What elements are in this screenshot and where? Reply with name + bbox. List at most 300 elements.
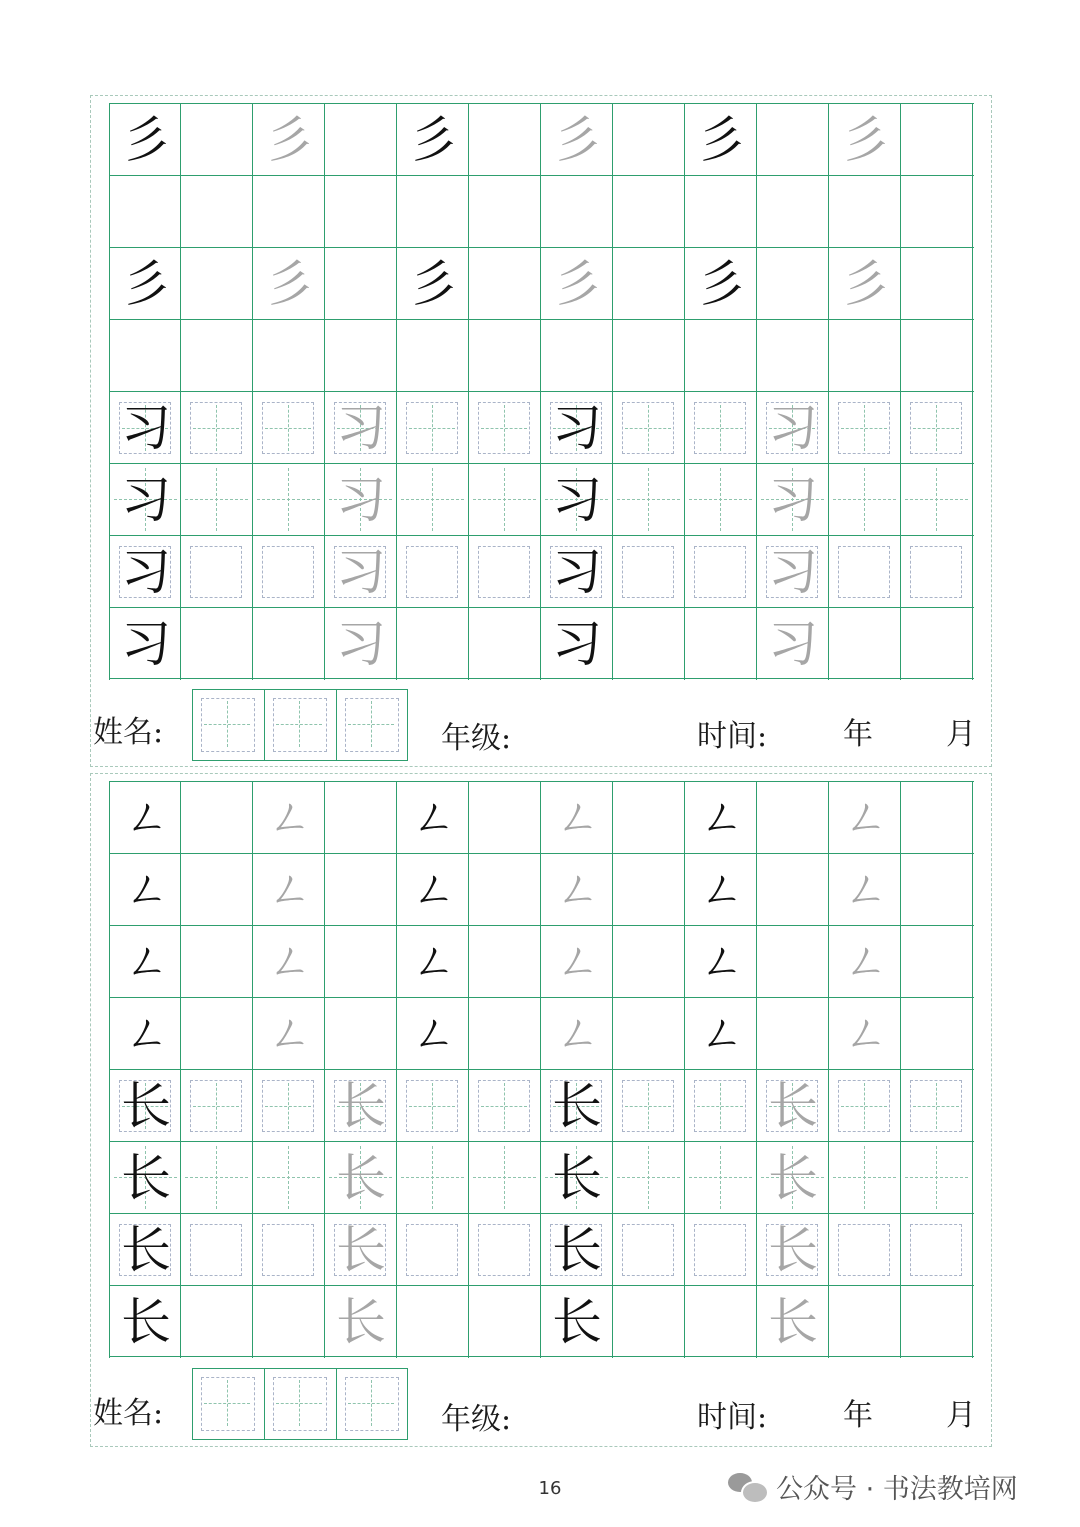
guide-line-horizontal bbox=[697, 1106, 743, 1107]
practice-cell[interactable] bbox=[253, 608, 325, 680]
practice-cell[interactable] bbox=[757, 464, 829, 536]
practice-cell[interactable] bbox=[253, 392, 325, 464]
practice-row bbox=[109, 607, 974, 679]
practice-cell[interactable] bbox=[325, 608, 397, 680]
practice-cell[interactable] bbox=[253, 104, 325, 176]
trace-character: 长 bbox=[768, 1149, 818, 1207]
guide-line-horizontal bbox=[473, 1177, 536, 1178]
name-cell[interactable] bbox=[337, 1369, 409, 1439]
practice-cell[interactable] bbox=[181, 926, 253, 998]
practice-cell[interactable] bbox=[397, 854, 469, 926]
practice-cell[interactable] bbox=[829, 536, 901, 608]
practice-cell[interactable] bbox=[181, 176, 253, 248]
inner-guide-box bbox=[694, 402, 746, 454]
practice-cell[interactable] bbox=[685, 782, 757, 915]
name-box[interactable] bbox=[192, 1368, 408, 1440]
practice-row bbox=[109, 997, 974, 1069]
model-character: 长 bbox=[121, 1149, 171, 1207]
practice-cell[interactable] bbox=[325, 998, 397, 1070]
practice-cell[interactable] bbox=[469, 536, 541, 608]
model-character: 彡 bbox=[121, 111, 171, 169]
practice-row bbox=[109, 247, 974, 319]
inner-guide-box bbox=[201, 698, 255, 752]
practice-cell[interactable] bbox=[757, 320, 829, 392]
trace-character: 习 bbox=[768, 399, 818, 457]
practice-cell[interactable] bbox=[325, 1286, 397, 1358]
guide-line-horizontal bbox=[257, 499, 320, 500]
practice-cell[interactable] bbox=[829, 392, 901, 464]
wechat-icon bbox=[728, 1471, 766, 1501]
practice-cell[interactable] bbox=[397, 536, 469, 608]
practice-cell[interactable] bbox=[613, 1214, 685, 1286]
practice-cell[interactable] bbox=[109, 536, 181, 608]
practice-cell[interactable] bbox=[469, 926, 541, 998]
guide-line-horizontal bbox=[348, 1403, 394, 1404]
practice-cell[interactable] bbox=[541, 926, 613, 1059]
inner-guide-box bbox=[910, 1224, 962, 1276]
practice-cell[interactable] bbox=[757, 1214, 829, 1286]
trace-character: 长 bbox=[768, 1293, 818, 1351]
inner-guide-box bbox=[406, 1224, 458, 1276]
guide-line-horizontal bbox=[617, 1177, 680, 1178]
practice-cell[interactable] bbox=[397, 104, 469, 176]
practice-cell[interactable] bbox=[901, 248, 973, 320]
practice-cell[interactable] bbox=[253, 926, 325, 1059]
model-character: ㄥㄥ bbox=[412, 792, 454, 915]
practice-cell[interactable] bbox=[829, 926, 901, 1059]
practice-cell[interactable] bbox=[253, 1070, 325, 1142]
practice-cell[interactable] bbox=[253, 536, 325, 608]
practice-cell[interactable] bbox=[541, 104, 613, 176]
practice-cell[interactable] bbox=[829, 854, 901, 926]
model-character: 习 bbox=[121, 543, 171, 601]
practice-cell[interactable] bbox=[829, 320, 901, 392]
practice-cell[interactable] bbox=[757, 248, 829, 320]
practice-cell[interactable] bbox=[181, 1286, 253, 1358]
practice-cell[interactable] bbox=[685, 926, 757, 1059]
inner-guide-box bbox=[406, 546, 458, 598]
name-cell[interactable] bbox=[265, 1369, 337, 1439]
guide-line-horizontal bbox=[905, 499, 968, 500]
practice-cell[interactable] bbox=[253, 176, 325, 248]
practice-row bbox=[109, 1141, 974, 1213]
inner-guide-box bbox=[478, 402, 530, 454]
practice-cell[interactable] bbox=[541, 176, 613, 248]
practice-cell[interactable] bbox=[685, 1070, 757, 1142]
practice-row bbox=[109, 103, 974, 175]
practice-row bbox=[109, 391, 974, 463]
practice-cell[interactable] bbox=[613, 104, 685, 176]
practice-cell[interactable] bbox=[901, 1286, 973, 1358]
guide-line-horizontal bbox=[625, 1106, 671, 1107]
practice-cell[interactable] bbox=[109, 464, 181, 536]
practice-cell[interactable] bbox=[757, 392, 829, 464]
sheet-footer bbox=[91, 689, 993, 761]
practice-cell[interactable] bbox=[325, 536, 397, 608]
practice-cell[interactable] bbox=[397, 248, 469, 320]
practice-row bbox=[109, 925, 974, 1059]
practice-cell[interactable] bbox=[469, 1070, 541, 1142]
trace-character: ㄥㄥ bbox=[268, 936, 310, 1059]
practice-cell[interactable] bbox=[181, 392, 253, 464]
model-character: 习 bbox=[552, 543, 602, 601]
practice-cell[interactable] bbox=[685, 464, 757, 536]
guide-line-horizontal bbox=[204, 1403, 250, 1404]
practice-cell[interactable] bbox=[181, 248, 253, 320]
practice-cell[interactable] bbox=[613, 854, 685, 926]
practice-cell[interactable] bbox=[325, 176, 397, 248]
inner-guide-box bbox=[406, 1080, 458, 1132]
practice-cell[interactable] bbox=[109, 782, 181, 915]
practice-cell[interactable] bbox=[469, 392, 541, 464]
practice-cell[interactable] bbox=[613, 1142, 685, 1214]
name-cell[interactable] bbox=[337, 690, 409, 760]
practice-cell[interactable] bbox=[469, 464, 541, 536]
practice-cell[interactable] bbox=[613, 176, 685, 248]
practice-cell[interactable] bbox=[109, 1142, 181, 1214]
inner-guide-box bbox=[478, 1080, 530, 1132]
practice-cell[interactable] bbox=[181, 998, 253, 1070]
practice-cell[interactable] bbox=[253, 248, 325, 320]
inner-guide-box bbox=[694, 1080, 746, 1132]
practice-cell[interactable] bbox=[181, 104, 253, 176]
practice-cell[interactable] bbox=[181, 782, 253, 854]
practice-cell[interactable] bbox=[541, 248, 613, 320]
practice-cell[interactable] bbox=[685, 1142, 757, 1214]
practice-cell[interactable] bbox=[829, 608, 901, 680]
trace-character: ㄥㄥ bbox=[844, 936, 886, 1059]
practice-cell[interactable] bbox=[613, 926, 685, 998]
practice-cell[interactable] bbox=[829, 998, 901, 1070]
practice-cell[interactable] bbox=[685, 1286, 757, 1358]
practice-cell[interactable] bbox=[541, 536, 613, 608]
trace-character: 习 bbox=[768, 615, 818, 673]
practice-cell[interactable] bbox=[109, 1214, 181, 1286]
practice-cell[interactable] bbox=[109, 176, 181, 248]
practice-cell[interactable] bbox=[181, 1142, 253, 1214]
trace-character: 彡 bbox=[264, 111, 314, 169]
practice-cell[interactable] bbox=[901, 1214, 973, 1286]
model-character: 彡 bbox=[408, 111, 458, 169]
practice-cell[interactable] bbox=[325, 1142, 397, 1214]
practice-cell[interactable] bbox=[181, 854, 253, 926]
practice-cell[interactable] bbox=[613, 998, 685, 1070]
practice-cell[interactable] bbox=[469, 608, 541, 680]
practice-cell[interactable] bbox=[253, 854, 325, 926]
practice-cell[interactable] bbox=[253, 782, 325, 915]
practice-cell[interactable] bbox=[829, 1214, 901, 1286]
sheet-footer bbox=[91, 1368, 993, 1440]
practice-cell[interactable] bbox=[613, 464, 685, 536]
practice-cell[interactable] bbox=[253, 464, 325, 536]
practice-cell[interactable] bbox=[253, 320, 325, 392]
practice-cell[interactable] bbox=[253, 1214, 325, 1286]
inner-guide-box bbox=[406, 402, 458, 454]
name-cell[interactable] bbox=[193, 1369, 265, 1439]
practice-cell[interactable] bbox=[397, 464, 469, 536]
practice-cell[interactable] bbox=[541, 1070, 613, 1142]
grade-label: 年级: bbox=[441, 1402, 512, 1437]
practice-cell[interactable] bbox=[901, 536, 973, 608]
guide-line-horizontal bbox=[204, 724, 250, 725]
practice-row bbox=[109, 175, 974, 247]
time-label: 时间: bbox=[697, 1400, 768, 1435]
practice-cell[interactable] bbox=[901, 464, 973, 536]
practice-cell[interactable] bbox=[613, 536, 685, 608]
practice-cell[interactable] bbox=[325, 1214, 397, 1286]
guide-line-horizontal bbox=[473, 499, 536, 500]
practice-cell[interactable] bbox=[109, 608, 181, 680]
practice-cell[interactable] bbox=[325, 464, 397, 536]
practice-cell[interactable] bbox=[829, 1070, 901, 1142]
practice-cell[interactable] bbox=[829, 176, 901, 248]
practice-cell[interactable] bbox=[469, 782, 541, 854]
practice-cell[interactable] bbox=[181, 1214, 253, 1286]
practice-cell[interactable] bbox=[397, 1214, 469, 1286]
practice-cell[interactable] bbox=[109, 248, 181, 320]
practice-cell[interactable] bbox=[109, 926, 181, 1059]
practice-cell[interactable] bbox=[469, 998, 541, 1070]
practice-cell[interactable] bbox=[613, 320, 685, 392]
practice-cell[interactable] bbox=[469, 1214, 541, 1286]
inner-guide-box bbox=[273, 1377, 327, 1431]
practice-cell[interactable] bbox=[325, 248, 397, 320]
model-character: ㄥㄥ bbox=[700, 936, 742, 1059]
guide-line-horizontal bbox=[905, 1177, 968, 1178]
practice-cell[interactable] bbox=[757, 1142, 829, 1214]
inner-guide-box bbox=[478, 546, 530, 598]
practice-cell[interactable] bbox=[325, 320, 397, 392]
practice-cell[interactable] bbox=[325, 1070, 397, 1142]
practice-cell[interactable] bbox=[397, 176, 469, 248]
practice-grid bbox=[109, 781, 974, 1357]
practice-cell[interactable] bbox=[901, 1142, 973, 1214]
practice-cell[interactable] bbox=[397, 1142, 469, 1214]
practice-cell[interactable] bbox=[109, 104, 181, 176]
practice-cell[interactable] bbox=[613, 782, 685, 854]
watermark bbox=[728, 1466, 1018, 1506]
model-character: 习 bbox=[121, 471, 171, 529]
model-character: 长 bbox=[121, 1293, 171, 1351]
guide-line-horizontal bbox=[689, 1177, 752, 1178]
practice-cell[interactable] bbox=[685, 248, 757, 320]
practice-sheet-2 bbox=[90, 773, 992, 1447]
model-character: ㄥㄥ bbox=[700, 792, 742, 915]
practice-cell[interactable] bbox=[397, 1070, 469, 1142]
practice-cell[interactable] bbox=[541, 998, 613, 1070]
practice-cell[interactable] bbox=[469, 1286, 541, 1358]
practice-cell[interactable] bbox=[613, 608, 685, 680]
practice-cell[interactable] bbox=[901, 176, 973, 248]
practice-cell[interactable] bbox=[109, 1070, 181, 1142]
trace-character: 长 bbox=[336, 1077, 386, 1135]
practice-row bbox=[109, 781, 974, 915]
practice-cell[interactable] bbox=[181, 1070, 253, 1142]
inner-guide-box bbox=[262, 546, 314, 598]
practice-cell[interactable] bbox=[325, 104, 397, 176]
practice-cell[interactable] bbox=[685, 104, 757, 176]
practice-cell[interactable] bbox=[325, 392, 397, 464]
practice-cell[interactable] bbox=[901, 392, 973, 464]
inner-guide-box bbox=[622, 546, 674, 598]
practice-cell[interactable] bbox=[829, 1142, 901, 1214]
guide-line-horizontal bbox=[617, 499, 680, 500]
practice-cell[interactable] bbox=[613, 1286, 685, 1358]
practice-cell[interactable] bbox=[469, 320, 541, 392]
practice-cell[interactable] bbox=[685, 608, 757, 680]
guide-line-horizontal bbox=[913, 428, 959, 429]
practice-cell[interactable] bbox=[541, 464, 613, 536]
practice-cell[interactable] bbox=[613, 248, 685, 320]
practice-cell[interactable] bbox=[901, 320, 973, 392]
name-label: 姓名: bbox=[93, 1396, 164, 1431]
practice-cell[interactable] bbox=[685, 320, 757, 392]
practice-cell[interactable] bbox=[685, 176, 757, 248]
inner-guide-box bbox=[910, 1080, 962, 1132]
practice-cell[interactable] bbox=[541, 1214, 613, 1286]
practice-cell[interactable] bbox=[541, 392, 613, 464]
guide-line-horizontal bbox=[409, 428, 455, 429]
practice-cell[interactable] bbox=[829, 782, 901, 915]
practice-cell[interactable] bbox=[469, 176, 541, 248]
guide-line-horizontal bbox=[276, 724, 322, 725]
practice-cell[interactable] bbox=[757, 1070, 829, 1142]
practice-cell[interactable] bbox=[901, 998, 973, 1070]
practice-cell[interactable] bbox=[397, 1286, 469, 1358]
practice-cell[interactable] bbox=[757, 104, 829, 176]
trace-character: 长 bbox=[336, 1149, 386, 1207]
model-character: 习 bbox=[552, 471, 602, 529]
practice-cell[interactable] bbox=[757, 854, 829, 926]
practice-row bbox=[109, 319, 974, 391]
model-character: ㄥㄥ bbox=[412, 936, 454, 1059]
guide-line-horizontal bbox=[185, 499, 248, 500]
guide-line-horizontal bbox=[697, 428, 743, 429]
practice-cell[interactable] bbox=[469, 104, 541, 176]
practice-cell[interactable] bbox=[685, 1214, 757, 1286]
practice-cell[interactable] bbox=[253, 1142, 325, 1214]
trace-character: ㄥㄥ bbox=[556, 792, 598, 915]
name-cell[interactable] bbox=[265, 690, 337, 760]
guide-line-horizontal bbox=[481, 1106, 527, 1107]
practice-cell[interactable] bbox=[685, 392, 757, 464]
practice-cell[interactable] bbox=[541, 320, 613, 392]
trace-character: ㄥㄥ bbox=[844, 792, 886, 915]
practice-cell[interactable] bbox=[253, 998, 325, 1070]
trace-character: 长 bbox=[336, 1293, 386, 1351]
guide-line-horizontal bbox=[401, 1177, 464, 1178]
inner-guide-box bbox=[910, 546, 962, 598]
practice-cell[interactable] bbox=[613, 1070, 685, 1142]
trace-character: 长 bbox=[768, 1077, 818, 1135]
practice-cell[interactable] bbox=[685, 854, 757, 926]
practice-cell[interactable] bbox=[901, 782, 973, 854]
practice-cell[interactable] bbox=[685, 998, 757, 1070]
practice-cell[interactable] bbox=[109, 854, 181, 926]
practice-cell[interactable] bbox=[325, 854, 397, 926]
practice-cell[interactable] bbox=[541, 608, 613, 680]
guide-line-horizontal bbox=[193, 428, 239, 429]
practice-cell[interactable] bbox=[757, 782, 829, 854]
practice-cell[interactable] bbox=[901, 854, 973, 926]
practice-cell[interactable] bbox=[685, 536, 757, 608]
practice-cell[interactable] bbox=[613, 392, 685, 464]
practice-cell[interactable] bbox=[829, 464, 901, 536]
practice-cell[interactable] bbox=[469, 854, 541, 926]
inner-guide-box bbox=[201, 1377, 255, 1431]
practice-cell[interactable] bbox=[181, 608, 253, 680]
practice-cell[interactable] bbox=[397, 392, 469, 464]
practice-cell[interactable] bbox=[757, 1286, 829, 1358]
practice-cell[interactable] bbox=[397, 998, 469, 1070]
guide-line-horizontal bbox=[625, 428, 671, 429]
practice-cell[interactable] bbox=[757, 608, 829, 680]
practice-cell[interactable] bbox=[541, 782, 613, 915]
practice-row bbox=[109, 1285, 974, 1357]
trace-character: 习 bbox=[336, 543, 386, 601]
guide-line-horizontal bbox=[841, 428, 887, 429]
practice-cell[interactable] bbox=[397, 320, 469, 392]
inner-guide-box bbox=[622, 1080, 674, 1132]
practice-cell[interactable] bbox=[541, 1286, 613, 1358]
practice-cell[interactable] bbox=[757, 176, 829, 248]
practice-cell[interactable] bbox=[469, 248, 541, 320]
model-character: ㄥㄥ bbox=[125, 936, 167, 1059]
model-character: 习 bbox=[552, 615, 602, 673]
practice-cell[interactable] bbox=[757, 926, 829, 998]
practice-cell[interactable] bbox=[901, 1070, 973, 1142]
inner-guide-box bbox=[622, 402, 674, 454]
name-cell[interactable] bbox=[193, 690, 265, 760]
practice-cell[interactable] bbox=[829, 104, 901, 176]
practice-cell[interactable] bbox=[325, 782, 397, 854]
practice-cell[interactable] bbox=[901, 926, 973, 998]
model-character: 习 bbox=[552, 399, 602, 457]
practice-cell[interactable] bbox=[397, 782, 469, 915]
practice-cell[interactable] bbox=[181, 464, 253, 536]
practice-cell[interactable] bbox=[469, 1142, 541, 1214]
practice-cell[interactable] bbox=[901, 608, 973, 680]
practice-cell[interactable] bbox=[757, 536, 829, 608]
practice-cell[interactable] bbox=[829, 248, 901, 320]
practice-cell[interactable] bbox=[109, 392, 181, 464]
practice-cell[interactable] bbox=[181, 536, 253, 608]
guide-line-horizontal bbox=[841, 1106, 887, 1107]
trace-character: 习 bbox=[336, 615, 386, 673]
practice-cell[interactable] bbox=[181, 320, 253, 392]
practice-cell[interactable] bbox=[829, 1286, 901, 1358]
guide-line-horizontal bbox=[833, 499, 896, 500]
name-box[interactable] bbox=[192, 689, 408, 761]
practice-cell[interactable] bbox=[325, 926, 397, 998]
month-label: 月 bbox=[946, 717, 976, 752]
practice-cell[interactable] bbox=[253, 1286, 325, 1358]
practice-cell[interactable] bbox=[397, 926, 469, 1059]
practice-cell[interactable] bbox=[109, 1286, 181, 1358]
inner-guide-box bbox=[190, 1080, 242, 1132]
trace-character: 习 bbox=[768, 543, 818, 601]
practice-cell[interactable] bbox=[109, 320, 181, 392]
model-character: 习 bbox=[121, 615, 171, 673]
inner-guide-box bbox=[262, 402, 314, 454]
practice-cell[interactable] bbox=[541, 1142, 613, 1214]
practice-cell[interactable] bbox=[109, 998, 181, 1070]
practice-cell[interactable] bbox=[541, 854, 613, 926]
practice-cell[interactable] bbox=[901, 104, 973, 176]
practice-cell[interactable] bbox=[397, 608, 469, 680]
practice-cell[interactable] bbox=[757, 998, 829, 1070]
guide-line-horizontal bbox=[409, 1106, 455, 1107]
